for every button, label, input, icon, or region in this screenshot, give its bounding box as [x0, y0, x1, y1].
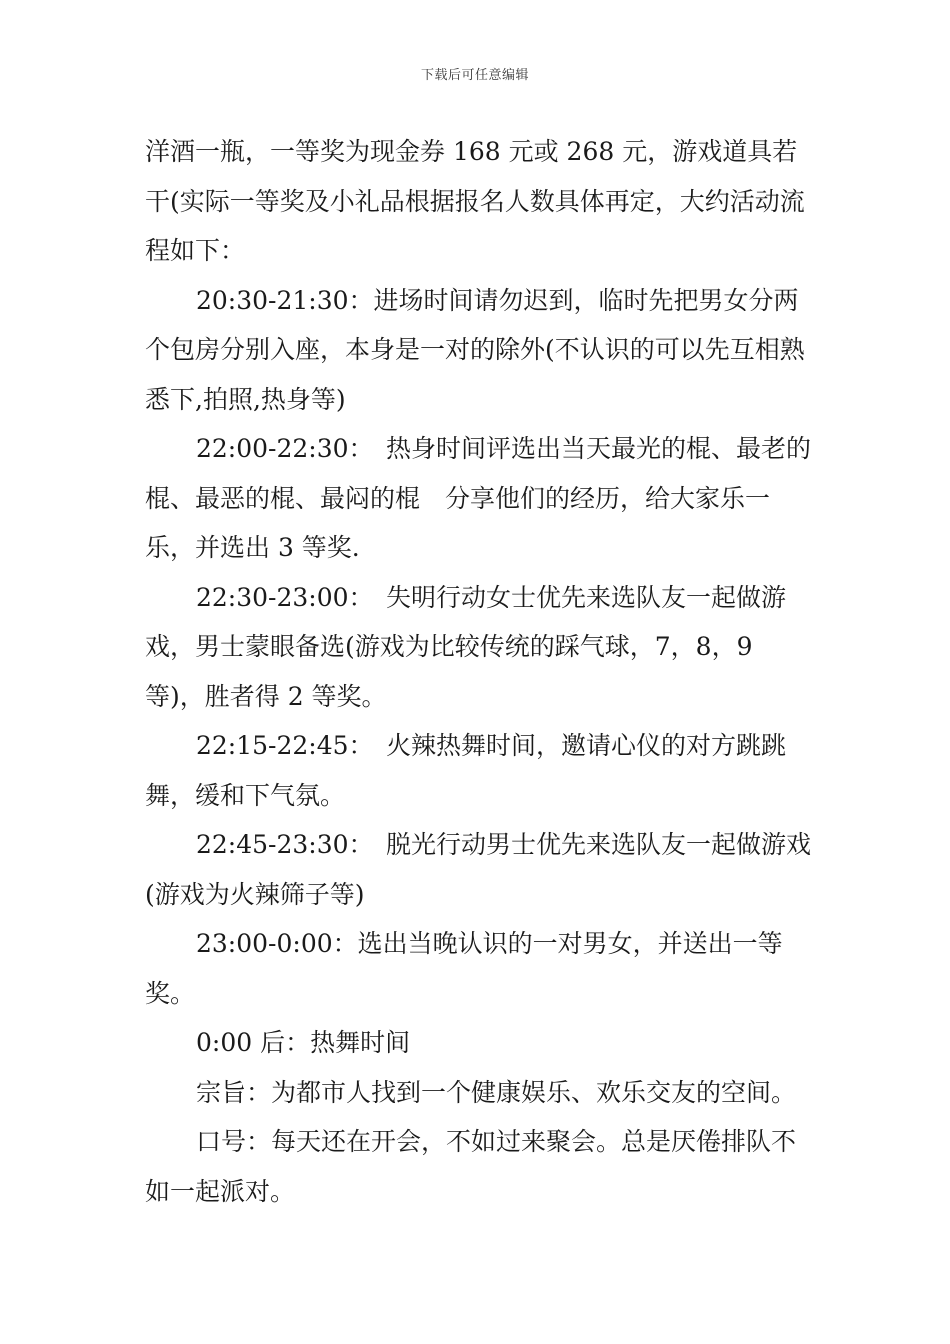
- paragraph-prizes: 洋酒一瓶，一等奖为现金券 168 元或 268 元，游戏道具若干(实际一等奖及小礼品根据报名人数具体再定，大约活动流程如下：: [145, 137, 805, 265]
- paragraph-purpose: 宗旨：为都市人找到一个健康娱乐、欢乐交友的空间。: [196, 1077, 797, 1107]
- paragraph-schedule-warmup: 22:00-22:30： 热身时间评选出当天最光的棍、最老的棍、最恶的棍、最闷的棍 分享他们的经历，给大家乐一乐，并选出 3 等奖.: [145, 434, 812, 562]
- paragraph-schedule-dance: 22:15-22:45： 火辣热舞时间，邀请心仪的对方跳跳舞，缓和下气氛。: [145, 731, 787, 810]
- paragraph-schedule-men-game: 22:45-23:30： 脱光行动男士优先来选队友一起做游戏(游戏为火辣筛子等): [145, 830, 812, 909]
- paragraph-schedule-entry: 20:30-21:30：进场时间请勿迟到，临时先把男女分两个包房分别入座，本身是一对的除外(不认识的可以先互相熟悉下,拍照,热身等): [145, 285, 805, 414]
- paragraph-slogan: 口号：每天还在开会，不如过来聚会。总是厌倦排队不如一起派对。: [145, 1127, 797, 1206]
- paragraph-schedule-blind-game: 22:30-23:00： 失明行动女士优先来选队友一起做游戏，男士蒙眼备选(游戏为比较传统的踩气球，7，8，9 等)，胜者得 2 等奖。: [145, 582, 787, 711]
- page-header: 下载后可任意编辑: [420, 68, 529, 83]
- paragraph-schedule-couple: 23:00-0:00：选出当晚认识的一对男女，并送出一等奖。: [145, 929, 783, 1008]
- paragraph-schedule-after: 0:00 后：热舞时间: [196, 1028, 411, 1057]
- document-body: [145, 127, 815, 1216]
